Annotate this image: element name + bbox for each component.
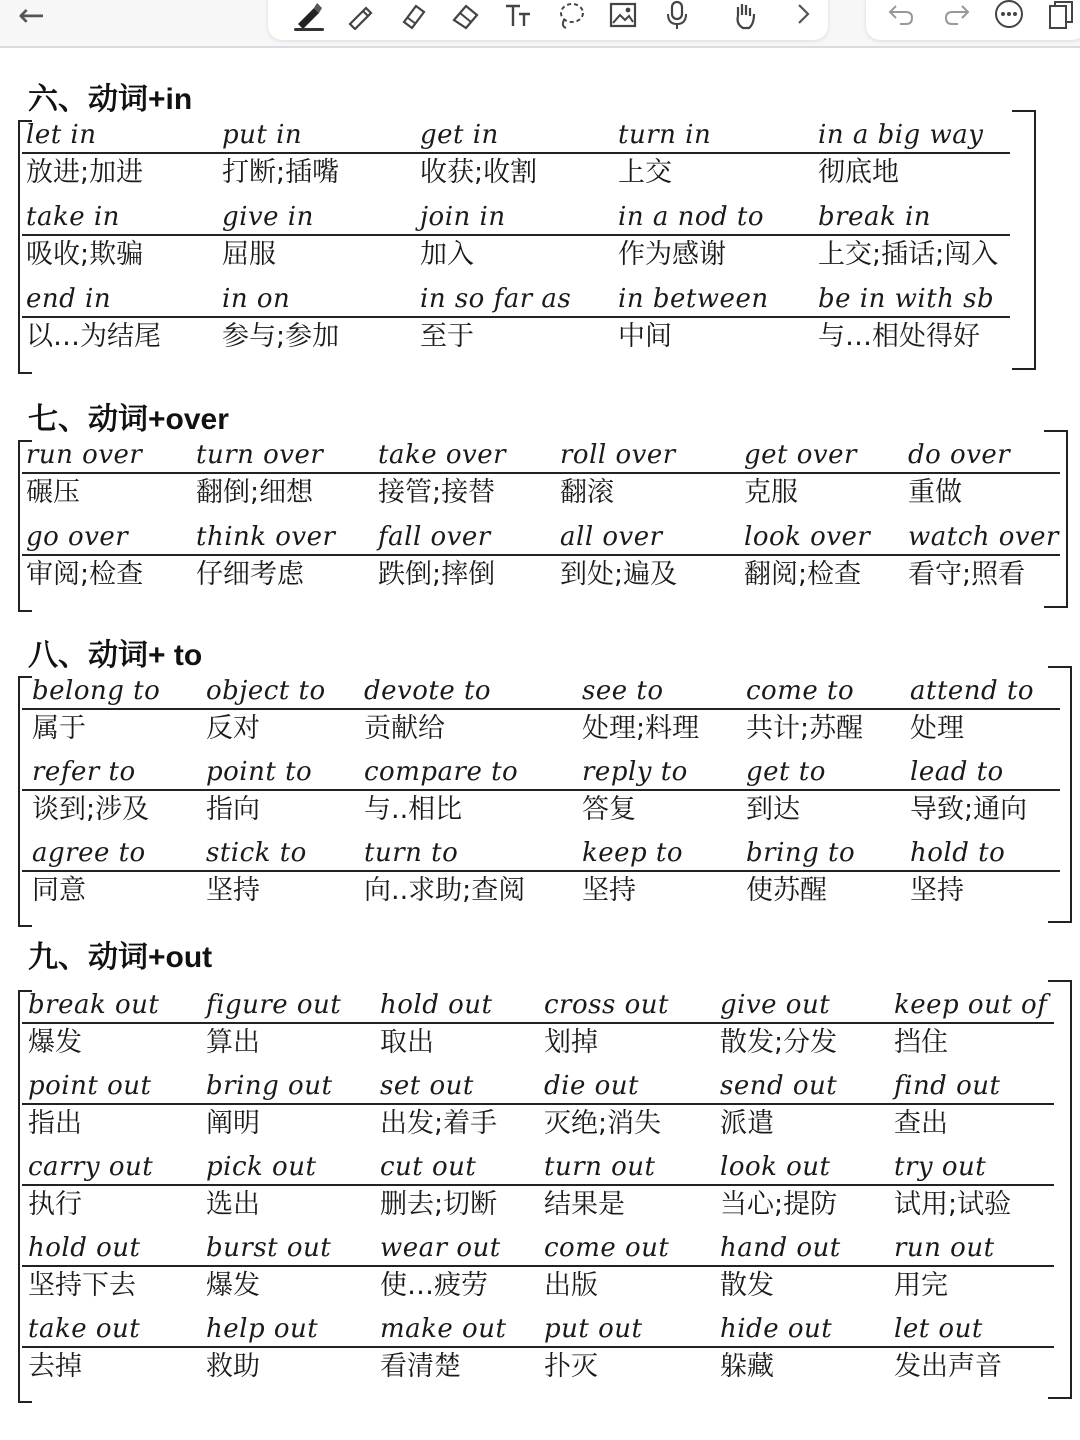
hand-icon[interactable] xyxy=(730,0,760,30)
phrase-english: object to xyxy=(206,676,326,706)
row-divider xyxy=(22,316,1010,318)
phrase-english: hand out xyxy=(720,1233,841,1263)
phrase-english: give in xyxy=(222,202,314,232)
phrase-chinese: 屈服 xyxy=(222,239,276,270)
phrase-chinese: 处理 xyxy=(910,713,964,744)
phrase-chinese: 导致;通向 xyxy=(910,794,1028,825)
phrase-chinese: 谈到;涉及 xyxy=(32,794,150,825)
phrase-english: send out xyxy=(720,1071,838,1101)
phrase-english: think over xyxy=(196,522,336,552)
phrase-english: in a nod to xyxy=(618,202,764,232)
phrase-chinese: 出版 xyxy=(544,1270,598,1301)
phrase-english: take out xyxy=(28,1314,141,1344)
phrase-english: let out xyxy=(894,1314,983,1344)
phrase-english: help out xyxy=(206,1314,319,1344)
lasso-icon[interactable] xyxy=(556,0,586,30)
phrase-chinese: 属于 xyxy=(32,713,86,744)
phrase-english: go over xyxy=(26,522,129,552)
phrase-english: die out xyxy=(544,1071,639,1101)
phrase-english: hold out xyxy=(28,1233,141,1263)
phrase-english: do over xyxy=(908,440,1011,470)
eraser-icon[interactable] xyxy=(450,0,480,30)
phrase-chinese: 克服 xyxy=(744,477,798,508)
redo-icon[interactable] xyxy=(942,0,972,30)
phrase-chinese: 使…疲劳 xyxy=(380,1270,488,1301)
phrase-english: figure out xyxy=(206,990,342,1020)
row-divider xyxy=(22,554,1060,556)
phrase-english: devote to xyxy=(364,676,492,706)
phrase-chinese: 跌倒;摔倒 xyxy=(378,559,496,590)
row-divider xyxy=(22,234,1010,236)
phrase-chinese: 放进;加进 xyxy=(26,157,144,188)
phrase-english: hold to xyxy=(910,838,1006,868)
row-divider xyxy=(22,1022,1054,1024)
microphone-icon[interactable] xyxy=(662,0,692,30)
phrase-chinese: 上交 xyxy=(618,157,672,188)
phrase-chinese: 以…为结尾 xyxy=(26,321,161,352)
phrase-chinese: 躲藏 xyxy=(720,1351,774,1382)
phrase-english: turn to xyxy=(364,838,459,868)
phrase-chinese: 作为感谢 xyxy=(618,239,726,270)
phrase-chinese: 救助 xyxy=(206,1351,260,1382)
phrase-english: refer to xyxy=(32,757,136,787)
phrase-english: break out xyxy=(28,990,160,1020)
phrase-english: belong to xyxy=(32,676,161,706)
phrase-chinese: 挡住 xyxy=(894,1027,948,1058)
phrase-chinese: 到达 xyxy=(746,794,800,825)
phrase-english: run over xyxy=(26,440,143,470)
phrase-chinese: 仔细考虑 xyxy=(196,559,304,590)
phrase-chinese: 审阅;检查 xyxy=(26,559,144,590)
phrase-english: turn over xyxy=(196,440,324,470)
phrase-chinese: 与..相比 xyxy=(364,794,463,825)
phrase-chinese: 碾压 xyxy=(26,477,80,508)
more-icon[interactable] xyxy=(994,0,1024,30)
phrase-chinese: 收获;收割 xyxy=(420,157,538,188)
phrase-english: join in xyxy=(420,202,506,232)
phrase-chinese: 执行 xyxy=(28,1189,82,1220)
phrase-chinese: 发出声音 xyxy=(894,1351,1002,1382)
phrase-english: come to xyxy=(746,676,855,706)
phrase-english: take in xyxy=(26,202,120,232)
phrase-english: get over xyxy=(744,440,857,470)
phrase-english: put in xyxy=(222,120,303,150)
phrase-english: keep out of xyxy=(894,990,1048,1020)
phrase-english: bring to xyxy=(746,838,856,868)
phrase-english: cross out xyxy=(544,990,669,1020)
phrase-chinese: 上交;插话;闯入 xyxy=(818,239,999,270)
phrase-english: bring out xyxy=(206,1071,333,1101)
phrase-english: run out xyxy=(894,1233,995,1263)
phrase-english: pick out xyxy=(206,1152,317,1182)
pages-icon[interactable] xyxy=(1046,0,1076,30)
phrase-chinese: 翻滚 xyxy=(560,477,614,508)
phrase-english: in on xyxy=(222,284,291,314)
phrase-english: break in xyxy=(818,202,932,232)
phrase-chinese: 取出 xyxy=(380,1027,434,1058)
phrase-chinese: 散发;分发 xyxy=(720,1027,838,1058)
phrase-chinese: 爆发 xyxy=(206,1270,260,1301)
phrase-english: come out xyxy=(544,1233,670,1263)
phrase-english: point to xyxy=(206,757,313,787)
phrase-chinese: 去掉 xyxy=(28,1351,82,1382)
phrase-english: give out xyxy=(720,990,831,1020)
phrase-chinese: 出发;着手 xyxy=(380,1108,498,1139)
phrase-english: point out xyxy=(28,1071,152,1101)
phrase-chinese: 翻阅;检查 xyxy=(744,559,862,590)
arrow-left-icon[interactable]: ← xyxy=(18,0,45,34)
phrase-chinese: 坚持 xyxy=(910,875,964,906)
row-divider xyxy=(22,708,1060,710)
right-bracket xyxy=(1012,110,1036,370)
phrase-chinese: 选出 xyxy=(206,1189,260,1220)
phrase-chinese: 接管;接替 xyxy=(378,477,496,508)
phrase-english: carry out xyxy=(28,1152,154,1182)
phrase-chinese: 与…相处得好 xyxy=(818,321,980,352)
highlighter-icon[interactable] xyxy=(398,0,428,30)
left-bracket xyxy=(18,676,32,927)
phrase-chinese: 扑灭 xyxy=(544,1351,598,1382)
phrase-chinese: 散发 xyxy=(720,1270,774,1301)
row-divider xyxy=(22,1103,1054,1105)
phrase-english: all over xyxy=(560,522,663,552)
phrase-english: in so far as xyxy=(420,284,572,314)
phrase-chinese: 用完 xyxy=(894,1270,948,1301)
row-divider xyxy=(22,1265,1054,1267)
phrase-chinese: 翻倒;细想 xyxy=(196,477,314,508)
phrase-chinese: 打断;插嘴 xyxy=(222,157,340,188)
phrase-chinese: 算出 xyxy=(206,1027,260,1058)
phrase-english: attend to xyxy=(910,676,1035,706)
phrase-english: see to xyxy=(582,676,664,706)
phrase-chinese: 共计;苏醒 xyxy=(746,713,864,744)
phrase-chinese: 结果是 xyxy=(544,1189,625,1220)
right-bracket xyxy=(1044,430,1068,608)
phrase-chinese: 派遣 xyxy=(720,1108,774,1139)
phrase-chinese: 阐明 xyxy=(206,1108,260,1139)
phrase-chinese: 吸收;欺骗 xyxy=(26,239,144,270)
active-tool-indicator xyxy=(294,28,324,31)
phrase-chinese: 彻底地 xyxy=(818,157,899,188)
phrase-chinese: 坚持下去 xyxy=(28,1270,136,1301)
phrase-english: agree to xyxy=(32,838,146,868)
phrase-english: cut out xyxy=(380,1152,477,1182)
phrase-chinese: 划掉 xyxy=(544,1027,598,1058)
row-divider xyxy=(22,870,1060,872)
phrase-chinese: 贡献给 xyxy=(364,713,445,744)
phrase-chinese: 到处;遍及 xyxy=(560,559,678,590)
phrase-english: find out xyxy=(894,1071,1001,1101)
phrase-english: reply to xyxy=(582,757,688,787)
phrase-chinese: 爆发 xyxy=(28,1027,82,1058)
section-title: 六、动词+in xyxy=(28,83,193,116)
pencil-icon[interactable] xyxy=(346,0,376,30)
text-tool-icon[interactable] xyxy=(503,0,533,30)
phrase-english: compare to xyxy=(364,757,519,787)
phrase-chinese: 指向 xyxy=(206,794,260,825)
phrase-chinese: 试用;试验 xyxy=(894,1189,1012,1220)
phrase-chinese: 灭绝;消失 xyxy=(544,1108,662,1139)
phrase-english: keep to xyxy=(582,838,684,868)
phrase-chinese: 至于 xyxy=(420,321,474,352)
phrase-chinese: 查出 xyxy=(894,1108,948,1139)
phrase-chinese: 答复 xyxy=(582,794,636,825)
right-bracket xyxy=(1048,980,1072,1399)
phrase-chinese: 看守;照看 xyxy=(908,559,1026,590)
phrase-english: burst out xyxy=(206,1233,332,1263)
chevron-right-icon[interactable] xyxy=(788,0,818,30)
phrase-chinese: 重做 xyxy=(908,477,962,508)
phrase-chinese: 参与;参加 xyxy=(222,321,340,352)
phrase-english: make out xyxy=(380,1314,507,1344)
phrase-english: set out xyxy=(380,1071,474,1101)
phrase-chinese: 使苏醒 xyxy=(746,875,827,906)
phrase-english: in between xyxy=(618,284,769,314)
phrase-english: roll over xyxy=(560,440,676,470)
row-divider xyxy=(22,152,1010,154)
right-bracket xyxy=(1048,666,1072,923)
section-title: 八、动词+ to xyxy=(28,639,203,672)
top-toolbar xyxy=(0,0,1080,48)
phrase-english: get to xyxy=(746,757,826,787)
section-title: 七、动词+over xyxy=(28,403,229,436)
phrase-english: look out xyxy=(720,1152,831,1182)
phrase-english: turn in xyxy=(618,120,712,150)
phrase-english: hold out xyxy=(380,990,493,1020)
phrase-chinese: 坚持 xyxy=(206,875,260,906)
phrase-chinese: 向..求助;查阅 xyxy=(364,875,526,906)
image-icon[interactable] xyxy=(608,0,638,30)
phrase-english: in a big way xyxy=(818,120,984,150)
phrase-english: lead to xyxy=(910,757,1004,787)
phrase-chinese: 看清楚 xyxy=(380,1351,461,1382)
phrase-english: hide out xyxy=(720,1314,833,1344)
phrase-english: let in xyxy=(26,120,97,150)
pen-icon[interactable] xyxy=(294,0,324,30)
phrase-english: put out xyxy=(544,1314,643,1344)
phrase-english: take over xyxy=(378,440,507,470)
phrase-english: end in xyxy=(26,284,112,314)
phrase-chinese: 中间 xyxy=(618,321,672,352)
phrase-english: wear out xyxy=(380,1233,501,1263)
undo-icon[interactable] xyxy=(886,0,916,30)
phrase-english: watch over xyxy=(908,522,1059,552)
phrase-chinese: 删去;切断 xyxy=(380,1189,498,1220)
phrase-english: turn out xyxy=(544,1152,656,1182)
phrase-chinese: 指出 xyxy=(28,1108,82,1139)
row-divider xyxy=(22,472,1060,474)
phrase-english: get in xyxy=(420,120,499,150)
phrase-chinese: 反对 xyxy=(206,713,260,744)
phrase-chinese: 处理;料理 xyxy=(582,713,700,744)
phrase-english: look over xyxy=(744,522,871,552)
phrase-english: try out xyxy=(894,1152,987,1182)
phrase-english: be in with sb xyxy=(818,284,995,314)
phrase-english: fall over xyxy=(378,522,491,552)
section-title: 九、动词+out xyxy=(28,941,213,974)
row-divider xyxy=(22,789,1060,791)
phrase-chinese: 当心;提防 xyxy=(720,1189,838,1220)
phrase-chinese: 加入 xyxy=(420,239,474,270)
row-divider xyxy=(22,1184,1054,1186)
phrase-chinese: 坚持 xyxy=(582,875,636,906)
phrase-english: stick to xyxy=(206,838,307,868)
phrase-chinese: 同意 xyxy=(32,875,86,906)
row-divider xyxy=(22,1346,1054,1348)
